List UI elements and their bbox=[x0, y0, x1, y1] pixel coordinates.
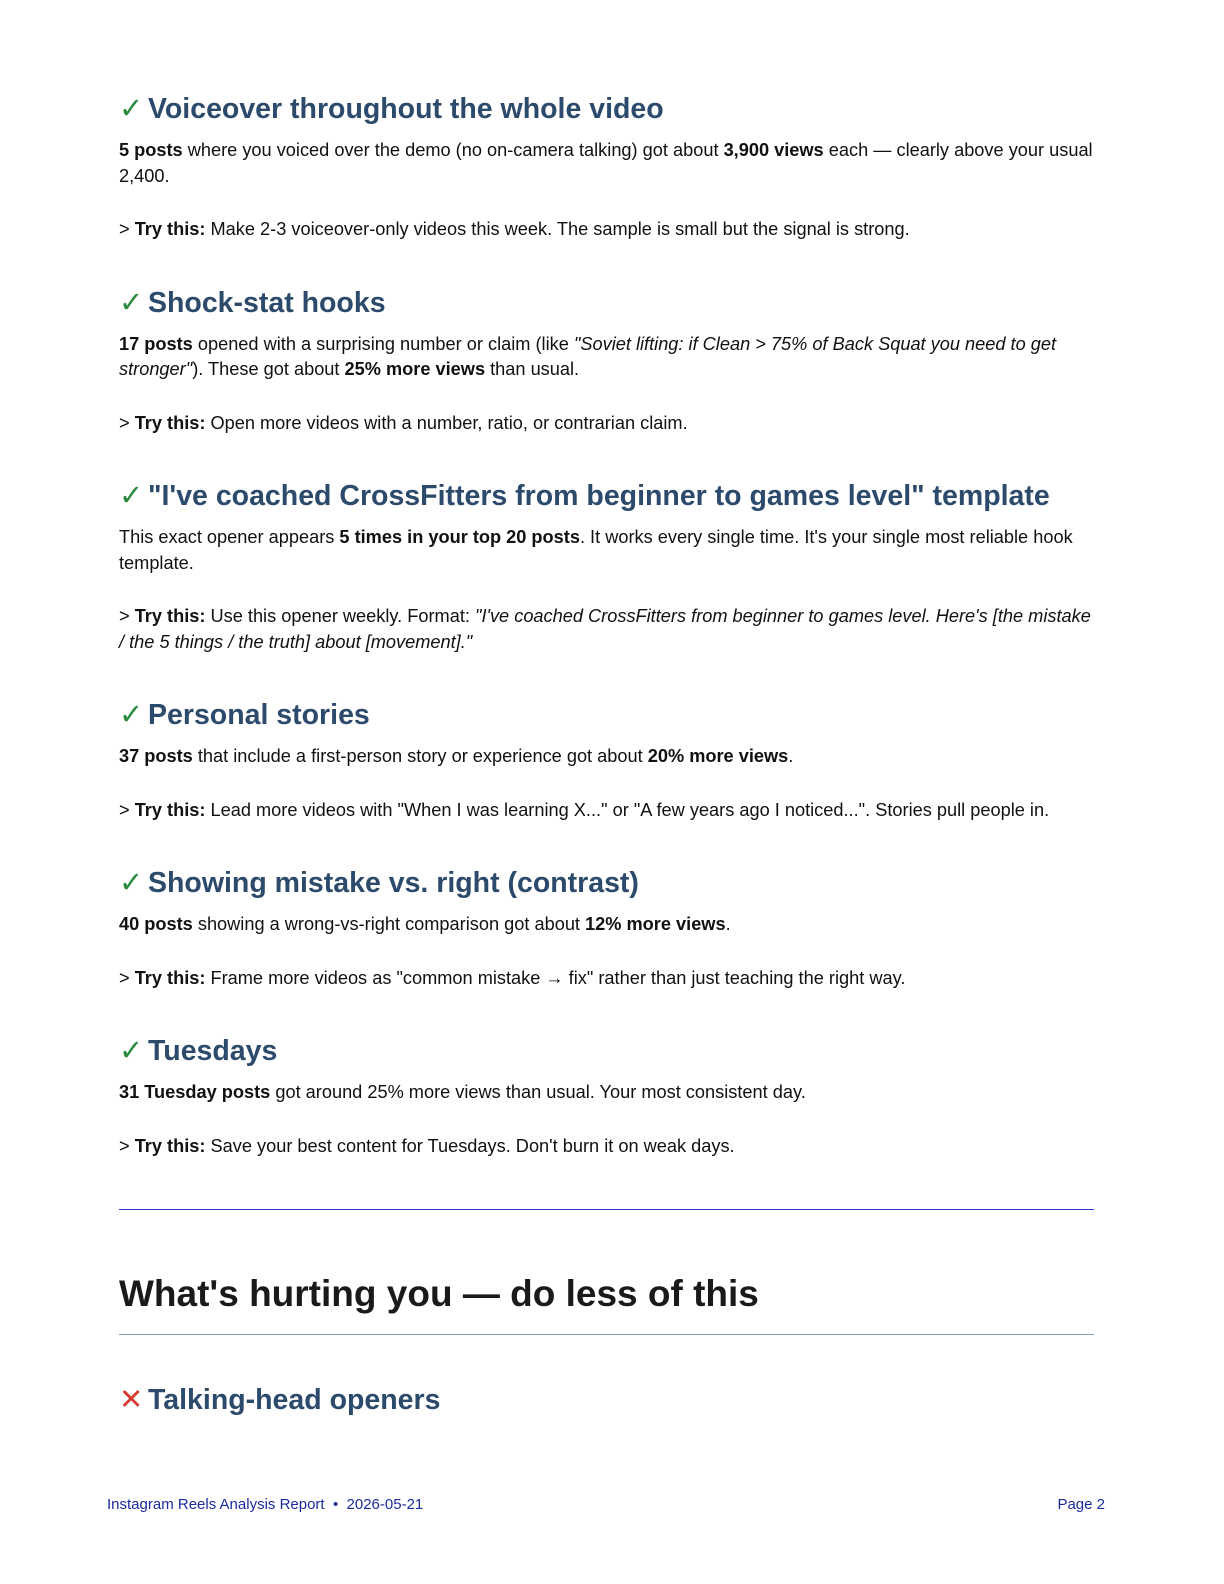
section-heading bbox=[119, 286, 1094, 320]
section-body bbox=[119, 525, 1094, 576]
check-icon: ✓ bbox=[119, 286, 144, 319]
section-heading bbox=[119, 698, 1094, 732]
try-this-label: Try this: bbox=[134, 967, 206, 988]
stat-top-posts: 5 times in your top 20 posts bbox=[339, 527, 580, 547]
stat-posts: 31 Tuesday posts bbox=[119, 1082, 271, 1102]
try-this-label: Try this: bbox=[134, 1135, 206, 1156]
stat-posts: 5 posts bbox=[119, 140, 183, 160]
section-heading bbox=[119, 1034, 1094, 1068]
footer-separator: • bbox=[324, 1496, 347, 1513]
body-text: each — clearly above your usual 2,400. bbox=[119, 140, 1093, 186]
try-this-tip bbox=[119, 798, 1094, 824]
stat-views: 12% more views bbox=[585, 914, 726, 934]
body-text: ). These got about bbox=[192, 359, 345, 379]
check-icon: ✓ bbox=[119, 93, 144, 125]
try-this-tip bbox=[119, 604, 1094, 655]
section-title: Tuesdays bbox=[148, 1035, 278, 1067]
insight-tuesdays bbox=[119, 1034, 1094, 1159]
body-text: where you voiced over the demo (no on-camera talking) got about bbox=[182, 140, 724, 160]
section-title: Personal stories bbox=[148, 699, 370, 731]
tip-text: Save your best content for Tuesdays. Don't burn it on weak days. bbox=[205, 1135, 735, 1156]
insight-contrast bbox=[119, 866, 1094, 991]
quote-marker: > bbox=[119, 219, 135, 239]
section-title: Voiceover throughout the whole video bbox=[148, 93, 664, 125]
quote-marker: > bbox=[119, 967, 135, 988]
section-title: Talking-head openers bbox=[148, 1384, 441, 1416]
quote-marker: > bbox=[119, 412, 135, 433]
body-text: . bbox=[725, 914, 731, 934]
body-text: This exact opener appears bbox=[119, 527, 340, 547]
body-text: got around 25% more views than usual. Your most consistent day. bbox=[270, 1082, 806, 1102]
cross-icon: ✕ bbox=[119, 1384, 144, 1416]
tip-text: Lead more videos with "When I was learning X..." or "A few years ago I noticed...". Stories pull people in. bbox=[205, 799, 1050, 820]
try-this-tip bbox=[119, 1134, 1094, 1160]
tip-text: Use this opener weekly. Format: bbox=[205, 606, 475, 626]
report-content bbox=[119, 92, 1094, 1159]
footer-date: 2026-05-21 bbox=[346, 1496, 424, 1513]
check-icon: ✓ bbox=[119, 1035, 144, 1067]
section-heading bbox=[119, 92, 1094, 126]
section-divider bbox=[119, 1209, 1094, 1210]
stat-views: 3,900 views bbox=[723, 140, 824, 160]
section-body bbox=[119, 332, 1094, 383]
section-title: "I've coached CrossFitters from beginner to games level" template bbox=[148, 480, 1050, 512]
page-number: Page 2 bbox=[1057, 1496, 1105, 1513]
tip-text: Make 2-3 voiceover-only videos this week. The sample is small but the signal is strong. bbox=[205, 219, 910, 239]
quote-marker: > bbox=[119, 799, 135, 820]
check-icon: ✓ bbox=[119, 480, 144, 512]
stat-views: 20% more views bbox=[647, 746, 789, 766]
section-body bbox=[119, 744, 1094, 770]
footer-report-info bbox=[107, 1496, 423, 1514]
section-heading bbox=[119, 866, 1094, 900]
section-body bbox=[119, 912, 1094, 938]
body-text: opened with a surprising number or claim (like bbox=[192, 333, 574, 354]
try-this-tip bbox=[119, 217, 1094, 243]
body-text: that include a first-person story or experience got about bbox=[192, 746, 648, 766]
stat-posts: 40 posts bbox=[119, 914, 193, 934]
body-text: . It works every single time. It's your single most reliable hook template. bbox=[119, 527, 1073, 573]
section-body bbox=[119, 138, 1094, 189]
body-text: . bbox=[788, 746, 794, 766]
quote-marker: > bbox=[119, 606, 135, 626]
insight-shock-stat bbox=[119, 286, 1094, 437]
section-title: Showing mistake vs. right (contrast) bbox=[148, 867, 639, 899]
check-icon: ✓ bbox=[119, 867, 144, 899]
heading-underline bbox=[119, 1334, 1094, 1335]
section-heading bbox=[119, 1383, 440, 1417]
body-text: showing a wrong-vs-right comparison got about bbox=[192, 914, 586, 934]
insight-voiceover bbox=[119, 92, 1094, 243]
section-body bbox=[119, 1080, 1094, 1106]
section-heading bbox=[119, 479, 1094, 513]
example-quote: "Soviet lifting: if Clean > 75% of Back Squat you need to get stronger" bbox=[119, 333, 1057, 379]
stat-views: 25% more views bbox=[344, 359, 486, 379]
template-format: "I've coached CrossFitters from beginner to games level. Here's [the mistake / the 5 things / the truth] about [movement]." bbox=[119, 606, 1091, 652]
hurting-section-title: What's hurting you — do less of this bbox=[119, 1273, 759, 1314]
try-this-label: Try this: bbox=[134, 799, 206, 820]
section-title: Shock-stat hooks bbox=[148, 286, 386, 319]
try-this-label: Try this: bbox=[134, 412, 206, 433]
try-this-label: Try this: bbox=[134, 606, 206, 626]
try-this-label: Try this: bbox=[134, 219, 206, 239]
quote-marker: > bbox=[119, 1135, 135, 1156]
tip-text: Frame more videos as "common mistake → fix" rather than just teaching the right way. bbox=[205, 967, 906, 988]
body-text: than usual. bbox=[485, 359, 580, 379]
stat-posts: 37 posts bbox=[119, 746, 193, 766]
try-this-tip bbox=[119, 966, 1094, 992]
insight-coached-template bbox=[119, 479, 1094, 655]
try-this-tip bbox=[119, 411, 1094, 437]
check-icon: ✓ bbox=[119, 699, 144, 731]
stat-posts: 17 posts bbox=[119, 333, 193, 354]
tip-text: Open more videos with a number, ratio, or contrarian claim. bbox=[205, 412, 688, 433]
footer-report-title: Instagram Reels Analysis Report bbox=[107, 1496, 325, 1513]
insight-personal-stories bbox=[119, 698, 1094, 823]
